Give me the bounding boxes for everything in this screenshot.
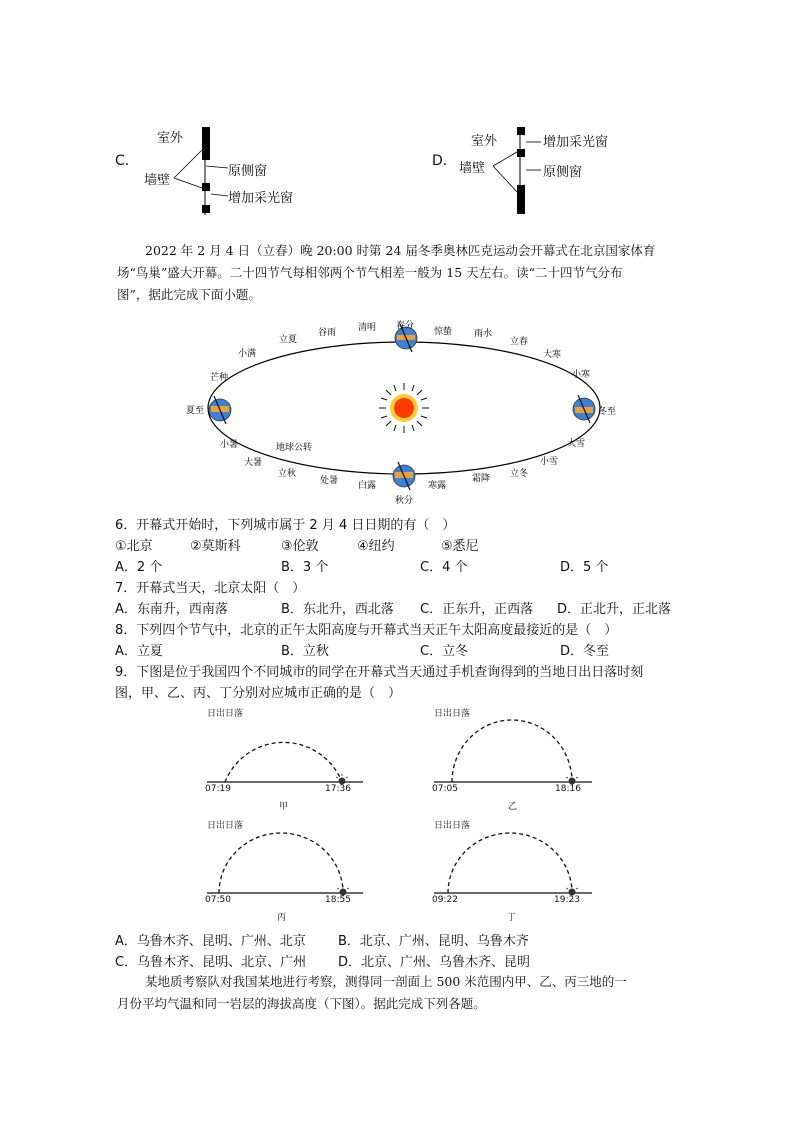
term-lidong: 立冬 — [510, 469, 529, 479]
q6-city-2: ②莫斯科 — [190, 539, 241, 554]
term-lichun: 立春 — [510, 337, 529, 347]
q9-option-d[interactable]: D．北京、广州、乌鲁木齐、昆明 — [338, 955, 531, 970]
q9-stem-line-2: 图，甲、乙、丙、丁分别对应城市正确的是（ ） — [115, 686, 402, 701]
q6-city-4: ④纽约 — [357, 539, 395, 554]
earth-icon-dongzhi — [573, 395, 595, 423]
term-qingming: 清明 — [358, 323, 377, 333]
term-shuangjiang: 霜降 — [472, 474, 491, 484]
sun-chart-title: 日出日落 — [207, 709, 244, 719]
earth-icon-qiufen — [393, 462, 415, 490]
chart-name: 乙 — [508, 802, 518, 812]
option-d-added-window-label: 增加采光窗 — [543, 135, 609, 150]
q8-stem: 8．下列四个节气中，北京的正午太阳高度与开幕式当天正午太阳高度最接近的是（ ） — [115, 623, 618, 638]
sunset-icon — [566, 774, 578, 785]
term-qiufen: 秋分 — [395, 496, 414, 506]
term-jingzhe: 惊蛰 — [434, 327, 453, 337]
sunset-icon — [566, 885, 578, 896]
option-c-wall-figure — [140, 120, 240, 220]
q9-option-c[interactable]: C．乌鲁木齐、昆明、北京、广州 — [115, 955, 307, 970]
term-xiaoman: 小满 — [238, 349, 257, 359]
q6-city-3: ③伦敦 — [281, 539, 319, 554]
term-bailu: 白露 — [358, 481, 377, 491]
option-d-outside-label: 室外 — [471, 134, 498, 149]
q9-option-b[interactable]: B．北京、广州、昆明、乌鲁木齐 — [338, 934, 529, 949]
sun-icon — [379, 383, 429, 433]
sunset-time: 18:55 — [325, 895, 351, 905]
sunset-icon — [337, 885, 349, 896]
q7-option-b[interactable]: B．东北升，西北落 — [281, 602, 394, 617]
sun-chart-title: 日出日落 — [207, 821, 244, 831]
option-d-letter: D． — [432, 153, 457, 169]
term-lixia: 立夏 — [279, 335, 298, 345]
q6-option-b[interactable]: B．3 个 — [281, 560, 329, 575]
q8-option-b[interactable]: B．立秋 — [281, 644, 329, 659]
q8-option-a[interactable]: A．立夏 — [115, 644, 163, 659]
q6-city-5: ⑤悉尼 — [441, 539, 479, 554]
term-yushui: 雨水 — [474, 329, 493, 339]
q8-option-d[interactable]: D．冬至 — [560, 644, 610, 659]
chart-name: 丁 — [507, 913, 517, 923]
term-caption: 地球公转 — [276, 443, 313, 453]
sun-chart-ding — [432, 818, 597, 923]
q6-city-1: ①北京 — [115, 539, 153, 554]
sunset-icon — [336, 774, 348, 785]
term-guyu: 谷雨 — [318, 328, 337, 338]
term-daxue: 大雪 — [567, 439, 586, 449]
sun-chart-bing — [205, 818, 365, 923]
q7-stem: 7．开幕式当天，北京太阳（ ） — [115, 581, 306, 596]
sunrise-time: 07:50 — [205, 895, 231, 905]
option-c-added-window-label: 增加采光窗 — [228, 191, 294, 206]
sunset-time: 18:16 — [555, 784, 581, 794]
outro-line-2: 月份平均气温和同一岩层的海拔高度（下图）。据此完成下列各题。 — [117, 996, 486, 1011]
q6-option-a[interactable]: A．2 个 — [115, 560, 163, 575]
intro-line-3: 图”，据此完成下面小题。 — [117, 287, 261, 302]
term-xiaoxue: 小雪 — [540, 457, 559, 467]
intro-line-2: 场“鸟巢”盛大开幕。二十四节气每相邻两个节气相差一般为 15 天左右。读“二十四节气分布 — [117, 265, 623, 280]
q6-option-d[interactable]: D．5 个 — [560, 560, 609, 575]
sun-chart-title: 日出日落 — [434, 821, 471, 831]
solar-terms-orbit-diagram — [180, 320, 620, 515]
option-d-wall-figure — [455, 120, 555, 220]
term-xiaohan: 小寒 — [572, 370, 591, 380]
sunrise-time: 09:22 — [432, 895, 458, 905]
term-dahan: 大寒 — [543, 350, 562, 360]
option-d-wall-label: 墙壁 — [459, 161, 486, 176]
term-dashu: 大暑 — [244, 458, 263, 468]
term-dongzhi: 冬至 — [598, 407, 617, 417]
q6-stem: 6．开幕式开始时，下列城市属于 2 月 4 日日期的有（ ） — [115, 518, 456, 533]
outro-line-1: 某地质考察队对我国某地进行考察，测得同一剖面上 500 米范围内甲、乙、丙三地的一 — [145, 974, 627, 989]
q9-option-a[interactable]: A．乌鲁木齐、昆明、广州、北京 — [115, 934, 306, 949]
chart-name: 甲 — [279, 802, 289, 812]
sunrise-time: 07:19 — [205, 784, 231, 794]
intro-line-1: 2022 年 2 月 4 日（立春）晚 20:00 时第 24 届冬季奥林匹克运动会开幕式在北京国家体育 — [145, 243, 656, 258]
option-c-orig-window-label: 原侧窗 — [228, 164, 268, 179]
q9-stem-line-1: 9．下图是位于我国四个不同城市的同学在开幕式当天通过手机查询得到的当地日出日落时刻 — [115, 665, 644, 680]
term-hanlu: 寒露 — [428, 481, 447, 491]
term-mangzhong: 芒种 — [210, 373, 229, 383]
term-xiaoshu: 小暑 — [220, 440, 239, 450]
q7-option-c[interactable]: C．正东升，正西落 — [420, 602, 534, 617]
q6-option-c[interactable]: C．4 个 — [420, 560, 468, 575]
q8-option-c[interactable]: C．立冬 — [420, 644, 469, 659]
term-chunfen: 春分 — [396, 321, 415, 331]
sunset-time: 19:23 — [554, 895, 580, 905]
option-c-outside-label: 室外 — [157, 131, 184, 146]
term-liqiu: 立秋 — [278, 469, 297, 479]
sun-chart-jia — [205, 706, 365, 811]
earth-icon-xiazhi — [209, 396, 231, 424]
term-xiazhi: 夏至 — [186, 406, 205, 416]
option-c-wall-label: 墙壁 — [144, 173, 171, 188]
sun-chart-title: 日出日落 — [434, 709, 471, 719]
option-c-letter: C． — [115, 153, 139, 169]
q7-option-d[interactable]: D．正北升，正北落 — [557, 602, 672, 617]
sun-chart-yi — [432, 706, 597, 811]
chart-name: 丙 — [277, 913, 287, 923]
term-chushu: 处暑 — [320, 476, 339, 486]
sunset-time: 17:36 — [325, 784, 351, 794]
q7-option-a[interactable]: A．东南升，西南落 — [115, 602, 228, 617]
option-d-orig-window-label: 原侧窗 — [543, 165, 583, 180]
sunrise-time: 07:05 — [432, 784, 458, 794]
